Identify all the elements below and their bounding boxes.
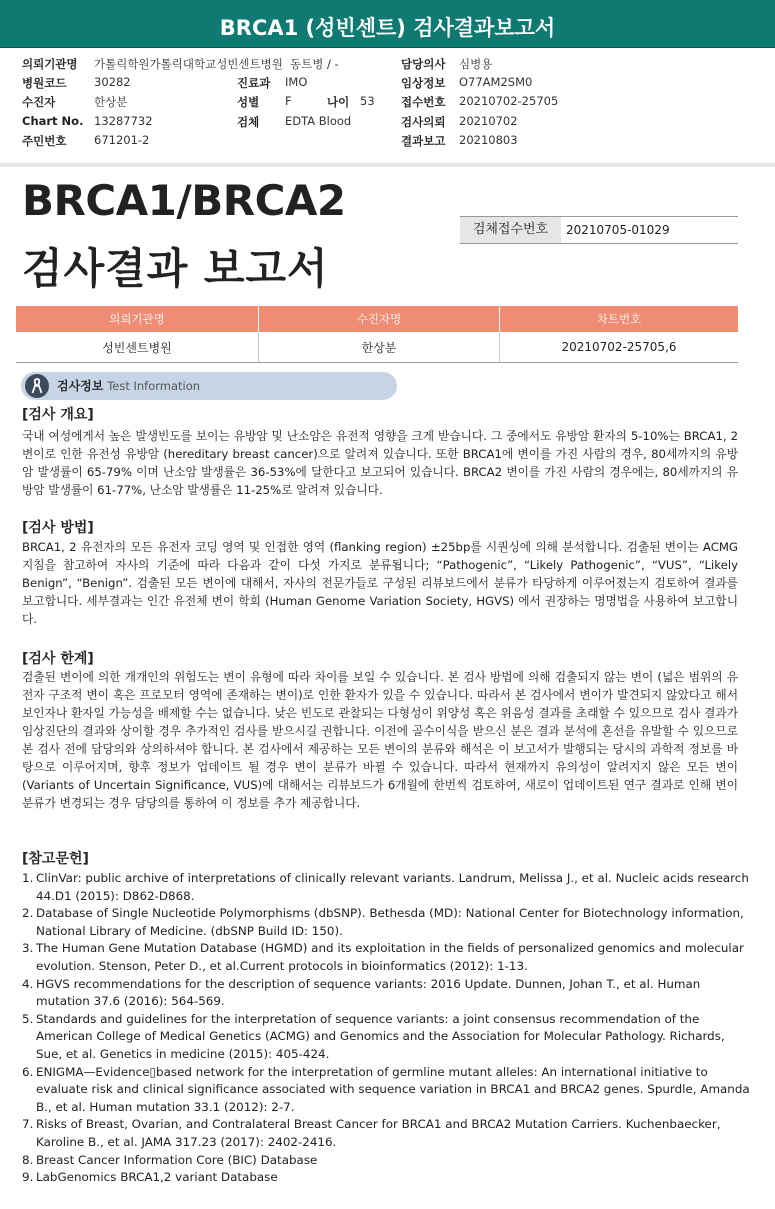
- info-label: 검사의뢰: [401, 115, 446, 129]
- info-value: 심병용: [459, 57, 493, 71]
- section-pill-test-information: [21, 372, 397, 400]
- info-value: 한상분: [94, 95, 128, 109]
- receipt-value: 20210705-01029: [566, 223, 670, 237]
- info-label: 수진자: [22, 95, 56, 109]
- reference-item: 2. Database of Single Nucleotide Polymorphisms (dbSNP). Bethesda (MD): National Center for Biotechnology information, National Library of Medicine. (dbSNP Build ID: 150).: [22, 906, 744, 938]
- info-value: EDTA Blood: [285, 114, 352, 128]
- info-label: 담당의사: [401, 57, 446, 71]
- divider: [0, 163, 775, 167]
- report-header-title: BRCA1 (성빈센트) 검사결과보고서: [219, 16, 556, 40]
- info-value: IMO: [285, 75, 308, 89]
- reference-item: 8. Breast Cancer Information Core (BIC) Database: [22, 1152, 318, 1167]
- reference-item: 4. HGVS recommendations for the description of sequence variants: 2016 Update. Dunnen, Johan T., et al. Human mutation 37.6 (2016): 564-569.: [22, 976, 701, 1009]
- section-heading-method: [검사 방법]: [22, 520, 94, 536]
- info-value: F: [285, 94, 292, 108]
- info-value: 가톨릭학원가톨릭대학교성빈센트병원: [94, 57, 283, 71]
- section-body-method: BRCA1, 2 유전자의 모든 유전자 코딩 영역 및 인접한 영역 (flanking region) ±25bp를 시퀀싱에 의해 분석합니다. 검출된 변이는 ACMG 지침을 참고하여 자사의 기준에 따라 다음과 같이 다섯 가지로 분류됩니다; “Pathogenic”, “Likely Pathogenic”, “VUS”, “Likely Benign”, “Benign”. 검출된 모든 변이에 대해서, 자사의 전문가들로 구성된 리뷰보드에서 분류가 타당하게 이루어졌는지 검토하여 결과를 보고합니다. 세부결과는 인간 유전체 변이 학회 (Human Genome Variation Society, HGVS) 에서 권장하는 명명법을 사용하여 보고합니다.: [22, 540, 738, 626]
- patient-info: [0, 0, 775, 160]
- info-value-age: 53: [360, 94, 375, 108]
- info-label: 의뢰기관명: [22, 57, 78, 71]
- info-label: 주민번호: [22, 134, 67, 148]
- info-value: 671201-2: [94, 133, 150, 147]
- table-cell: 한상분: [259, 332, 500, 363]
- info-label: 접수번호: [401, 95, 446, 109]
- info-label: 병원코드: [22, 76, 67, 90]
- awareness-ribbon-icon: [25, 374, 49, 398]
- info-value-ward: 동트병 / -: [290, 57, 339, 71]
- section-body-overview: 국내 여성에게서 높은 발생빈도를 보이는 유방암 및 난소암은 유전적 영향을 크게 받습니다. 그 중에서도 유방암 환자의 5-10%는 BRCA1, 2 변이로 인한 유전성 유방암 (hereditary breast cancer)으로 알려져 있습니다. 또한 BRCA1에 변이를 가진 사람의 경우, 80세까지의 유방암 발생률이 65-79% 이며 난소암 발생률은 36-53%에 달한다고 보고되어 있습니다. BRCA2 변이를 가진 사람의 경우에는, 80세까지의 유방암 발생률이 61-77%, 난소암 발생률은 11-25%로 알려져 있습니다.: [22, 429, 738, 497]
- references-list: [22, 870, 752, 1187]
- info-value: 20210702-25705: [459, 94, 559, 108]
- table-header: 의뢰기관명: [16, 306, 259, 332]
- info-value: O77AM2SM0: [459, 75, 533, 89]
- reference-item: 9. LabGenomics BRCA1,2 variant Database: [22, 1170, 278, 1185]
- table-header: 차트번호: [500, 306, 739, 332]
- section-body-limitations: 검출된 변이에 의한 개개인의 위험도는 변이 유형에 따라 차이를 보일 수 있습니다. 본 검사 방법에 의해 검출되지 않는 변이 (넓은 범위의 유전자 구조적 변이 혹은 프로모터 영역에 존재하는 변이)로 인한 환자가 있을 수 있습니다. 따라서 본 검사에서 변이가 발견되지 않았다고 해서 보인자나 환자일 가능성을 배제할 수는 없습니다. 낮은 빈도로 관찰되는 다형성이 위양성 혹은 위음성 결과를 초래할 수 있으므로 검사 결과가 임상진단의 결과와 상이할 경우 추가적인 검사를 받으시길 권합니다. 이전에 골수이식을 받으신 분은 결과 분석에 혼선을 유발할 수 있으므로 본 검사 전에 담당의와 상의하셔야 합니다. 본 검사에서 제공하는 모든 변이의 분류와 해석은 이 보고서가 발행되는 당시의 과학적 정보를 바탕으로 이루어지며, 향후 정보가 업데이트 될 경우 변이 분류가 바뀔 수 있습니다. 따라서 현재까지 유의성이 알려지지 않은 모든 변이 (Variants of Uncertain Significance, VUS)에 대해서는 리뷰보드가 6개월에 한번씩 검토하여, 새로이 업데이트된 연구 결과로 인해 변이 분류가 변경되는 경우 담당의를 통하여 이 정보를 추가 제공합니다.: [22, 670, 738, 810]
- section-heading-overview: [검사 개요]: [22, 407, 94, 423]
- info-label: 검체: [237, 115, 260, 129]
- references-heading: [참고문헌]: [22, 851, 89, 867]
- receipt-number-box: [460, 216, 738, 244]
- info-label: 결과보고: [401, 134, 446, 148]
- summary-table: [16, 306, 738, 363]
- info-value: 30282: [94, 75, 131, 89]
- receipt-label: 검체접수번호: [460, 217, 561, 243]
- reference-item: 7. Risks of Breast, Ovarian, and Contralateral Breast Cancer for BRCA1 and BRCA2 Mutation Carriers. Kuchenbaecker, Karoline B., et al. JAMA 317.23 (2017): 2402-2416.: [22, 1117, 721, 1149]
- info-label: 임상정보: [401, 76, 446, 90]
- reference-item: 1. ClinVar: public archive of interpretations of clinically relevant variants. Landrum, Melissa J., et al. Nucleic acids research 44.D1 (2015): D862-D868.: [22, 871, 749, 903]
- info-label-age: 나이: [327, 95, 350, 109]
- section-pill-ko: 검사정보: [57, 379, 104, 393]
- table-cell: 20210702-25705,6: [500, 332, 739, 363]
- info-label: 진료과: [237, 76, 271, 90]
- info-value: 13287732: [94, 114, 153, 128]
- info-value: 20210803: [459, 133, 518, 147]
- section-pill-en: Test Information: [107, 379, 201, 393]
- reference-item: 5. Standards and guidelines for the interpretation of sequence variants: a joint consensus recommendation of the American College of Medical Genetics (ACMG) and Genomics and the Association for Molecular Pathology. Richards, Sue, et al. Genetics in medicine (2015): 405-424.: [22, 1011, 725, 1061]
- reference-item: 6. ENIGMA—Evidence▯based network for the interpretation of germline mutant alleles: An international initiative to evaluate risk and clinical significance associated with sequence variation in BRCA1 and BRCA2 genes. Spurdle, Amanda B., et al. Human mutation 33.1 (2012): 2-7.: [22, 1064, 750, 1114]
- info-value: 20210702: [459, 114, 518, 128]
- table-header: 수진자명: [259, 306, 500, 332]
- report-title-line1: BRCA1/BRCA2: [22, 176, 346, 225]
- section-heading-limitations: [검사 한계]: [22, 651, 94, 667]
- report-title-line2: 검사결과 보고서: [22, 244, 329, 293]
- info-label: 성별: [237, 95, 260, 109]
- info-label: Chart No.: [22, 114, 84, 128]
- table-row: [16, 332, 738, 363]
- table-cell: 성빈센트병원: [16, 332, 259, 363]
- reference-item: 3. The Human Gene Mutation Database (HGMD) and its exploitation in the fields of personalized genomics and molecular evolution. Stenson, Peter D., et al.Current protocols in bioinformatics (2012): 1-13.: [22, 941, 744, 973]
